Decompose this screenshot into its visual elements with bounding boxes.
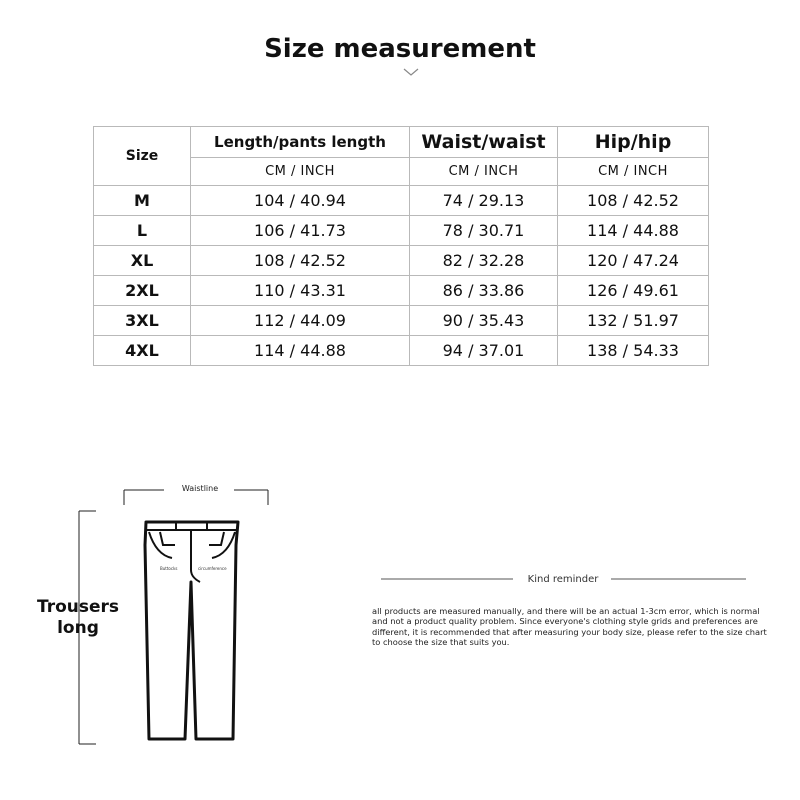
size-cell: XL (94, 246, 191, 276)
length-cell: 108 / 42.52 (191, 246, 410, 276)
waist-cell: 86 / 33.86 (410, 276, 558, 306)
hip-cell: 132 / 51.97 (558, 306, 709, 336)
circumference-label: circumference (198, 566, 227, 571)
buttock-label: Buttocks (160, 566, 178, 571)
trousers-label-line2: long (57, 618, 99, 638)
hip-cell: 108 / 42.52 (558, 186, 709, 216)
size-column-header: Size (94, 127, 191, 186)
length-cell: 104 / 40.94 (191, 186, 410, 216)
waist-cell: 90 / 35.43 (410, 306, 558, 336)
waist-column-header: Waist/waist (410, 127, 558, 158)
trousers-length-label (30, 597, 126, 639)
size-cell: 3XL (94, 306, 191, 336)
page-title: Size measurement (264, 34, 536, 64)
reminder-title: Kind reminder (527, 574, 599, 585)
waist-cell: 94 / 37.01 (410, 336, 558, 366)
hip-cell: 138 / 54.33 (558, 336, 709, 366)
size-cell: 4XL (94, 336, 191, 366)
length-cell: 106 / 41.73 (191, 216, 410, 246)
hip-cell: 126 / 49.61 (558, 276, 709, 306)
hip-unit-label: CM / INCH (558, 158, 709, 186)
hip-column-header: Hip/hip (558, 127, 709, 158)
hip-cell: 120 / 47.24 (558, 246, 709, 276)
size-cell: L (94, 216, 191, 246)
size-cell: M (94, 186, 191, 216)
waist-cell: 82 / 32.28 (410, 246, 558, 276)
waist-cell: 74 / 29.13 (410, 186, 558, 216)
waist-cell: 78 / 30.71 (410, 216, 558, 246)
hip-cell: 114 / 44.88 (558, 216, 709, 246)
length-cell: 110 / 43.31 (191, 276, 410, 306)
length-cell: 114 / 44.88 (191, 336, 410, 366)
waistline-label: Waistline (181, 484, 219, 493)
trousers-label-line1: Trousers (36, 597, 120, 617)
length-cell: 112 / 44.09 (191, 306, 410, 336)
waist-unit-label: CM / INCH (410, 158, 558, 186)
length-unit-label: CM / INCH (191, 158, 410, 186)
size-cell: 2XL (94, 276, 191, 306)
length-column-header: Length/pants length (191, 127, 410, 158)
reminder-text: all products are measured manually, and there will be an actual 1-3cm error, which is normal and not a product quality problem. Since everyone's clothing style grids and preferences are different, it is recommended that after measuring your body size, please refer to the size chart to choose the size that suits you. (372, 606, 767, 648)
